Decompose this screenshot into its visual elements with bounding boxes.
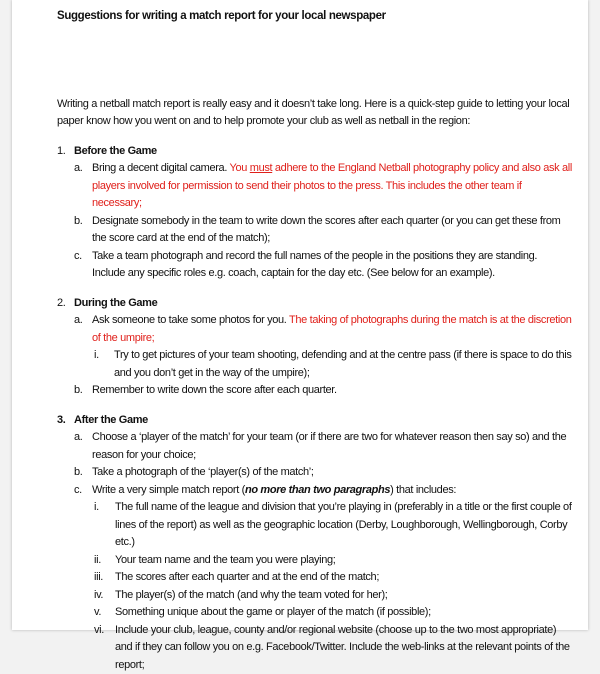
list-marker: ii.	[94, 552, 115, 570]
list-marker: a.	[74, 429, 92, 464]
list-item-text: Designate somebody in the team to write down the scores after each quarter (or you can get these from the score card at the end of the match);	[92, 213, 572, 248]
list-marker: a.	[74, 312, 92, 347]
list-item-text: Remember to write down the score after each quarter.	[92, 382, 572, 400]
list-marker: i.	[94, 347, 114, 382]
intro-paragraph: Writing a netball match report is really easy and it doesn’t take long. Here is a quick-step guide to letting your local paper know how you went on and to help promote your club as well as netball in the region:	[57, 96, 572, 131]
text-run: ) that includes:	[390, 484, 456, 496]
document-body	[57, 8, 572, 674]
list-marker: c.	[74, 248, 92, 283]
list-marker: iii.	[94, 569, 115, 587]
list-item-text: Take a team photograph and record the full names of the people in the positions they are standing. Include any specific roles e.g. coach, captain for the day etc. (See below for an example).	[92, 248, 572, 283]
list-marker: c.	[74, 482, 92, 500]
list-item	[57, 569, 572, 587]
list-item-text: Try to get pictures of your team shooting, defending and at the centre pass (if there is space to do this and you don’t get in the way of the umpire);	[114, 347, 572, 382]
list-item	[57, 482, 572, 500]
red-text: The taking of photographs during the match is at the discretion of the umpire;	[92, 314, 571, 344]
list-item-text: Include your club, league, county and/or regional website (choose up to the two most appropriate) and if they can follow you on e.g. Facebook/Twitter. Include the web-links at the relevant points of the report;	[115, 622, 572, 674]
red-text: adhere to the England Netball photography policy and also ask all players involved for permission to send their photos to the press. This includes the other team if necessary;	[92, 162, 572, 209]
section-before-game	[57, 143, 572, 283]
list-item	[57, 312, 572, 347]
section-title: During the Game	[74, 295, 157, 313]
section-number: 1.	[57, 143, 74, 161]
list-marker: v.	[94, 604, 115, 622]
list-marker: a.	[74, 160, 92, 213]
section-heading	[57, 295, 572, 313]
list-marker: b.	[74, 213, 92, 248]
document-title: Suggestions for writing a match report for your local newspaper	[57, 8, 572, 26]
list-marker: iv.	[94, 587, 115, 605]
list-item-text: The player(s) of the match (and why the team voted for her);	[115, 587, 572, 605]
list-item-text: The full name of the league and division that you’re playing in (preferably in a title or the first couple of lines of the report) as well as the geographic location (Derby, Loughborough, Wellingborough, Corby etc.)	[115, 499, 572, 552]
section-during-game	[57, 295, 572, 400]
section-title: Before the Game	[74, 143, 157, 161]
list-item	[57, 429, 572, 464]
list-item	[57, 160, 572, 213]
list-item	[57, 213, 572, 248]
list-item	[57, 347, 572, 382]
list-item-text: Your team name and the team you were playing;	[115, 552, 572, 570]
list-marker: b.	[74, 464, 92, 482]
list-item-text: Take a photograph of the ‘player(s) of the match’;	[92, 464, 572, 482]
list-item-text: Choose a ‘player of the match’ for your team (or if there are two for whatever reason then say so) and the reason for your choice;	[92, 429, 572, 464]
section-heading	[57, 143, 572, 161]
list-item-text	[92, 312, 572, 347]
list-item	[57, 587, 572, 605]
red-text: You	[230, 162, 250, 174]
text-run: Bring a decent digital camera.	[92, 162, 230, 174]
text-run: Write a very simple match report (	[92, 484, 245, 496]
list-item-text	[92, 160, 572, 213]
section-number: 3.	[57, 412, 74, 430]
section-title: After the Game	[74, 412, 148, 430]
section-after-game	[57, 412, 572, 674]
list-item	[57, 499, 572, 552]
list-item	[57, 604, 572, 622]
list-marker: i.	[94, 499, 115, 552]
list-item	[57, 464, 572, 482]
section-heading	[57, 412, 572, 430]
list-item	[57, 552, 572, 570]
list-marker: b.	[74, 382, 92, 400]
list-item-text	[92, 482, 572, 500]
red-underlined-text: must	[250, 162, 272, 174]
list-item	[57, 382, 572, 400]
text-run: Ask someone to take some photos for you.	[92, 314, 289, 326]
list-marker: vi.	[94, 622, 115, 674]
list-item	[57, 248, 572, 283]
section-number: 2.	[57, 295, 74, 313]
document-page	[12, 0, 588, 630]
list-item	[57, 622, 572, 674]
bold-italic-text: no more than two paragraphs	[245, 484, 390, 496]
list-item-text: The scores after each quarter and at the end of the match;	[115, 569, 572, 587]
list-item-text: Something unique about the game or player of the match (if possible);	[115, 604, 572, 622]
